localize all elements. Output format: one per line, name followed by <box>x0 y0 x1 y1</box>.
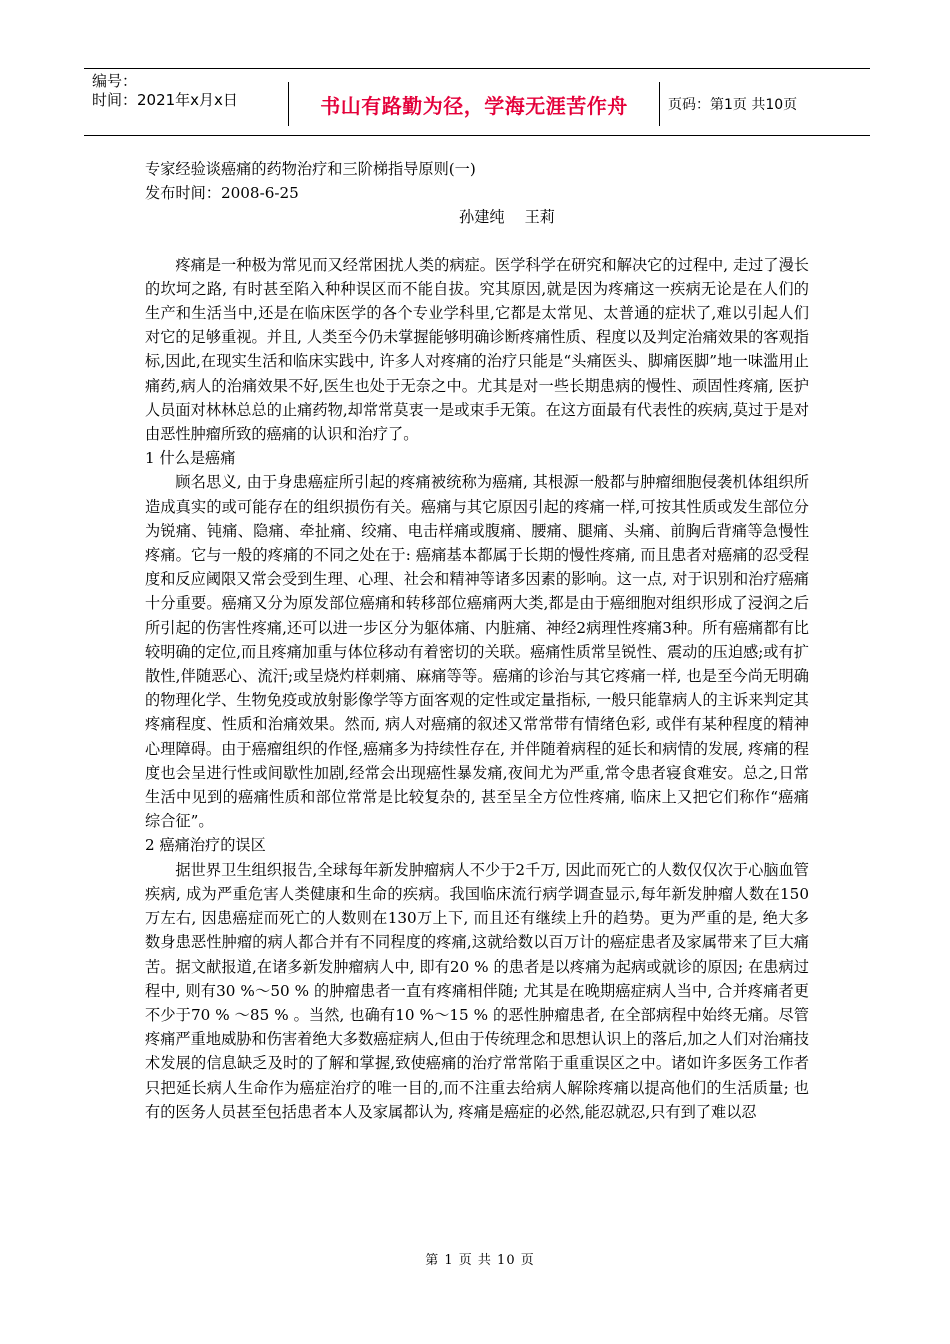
paragraph-intro: 疼痛是一种极为常见而又经常困扰人类的病症。医学科学在研究和解决它的过程中, 走过了漫长的坎坷之路, 有时甚至陷入种种误区而不能自拔。究其原因,就是因为疼痛这一疾病无论是在人们的生产和生活当中,还是在临床医学的各个专业学科里,它都是太常见、太普通的症状了,难以引起人们对它的足够重视。并且, 人类至今仍未掌握能够明确诊断疼痛性质、程度以及判定治痛效果的客观指标,因此,在现实生活和临床实践中, 许多人对疼痛的治疗只能是“头痛医头、脚痛医脚”地一味滥用止痛药,病人的治痛效果不好,医生也处于无奈之中。尤其是对一些长期患病的慢性、顽固性疼痛, 医护人员面对林林总总的止痛药物,却常常莫衷一是或束手无策。在这方面最有代表性的疾病,莫过于是对由恶性肿瘤所致的癌痛的认识和治疗了。 <box>145 255 809 444</box>
page-header <box>84 68 870 136</box>
header-time-label: 时间：2021年x月x日 <box>92 91 238 109</box>
page-footer: 第 1 页 共 10 页 <box>425 1253 535 1268</box>
paragraph-section-1: 顾名思义, 由于身患癌症所引起的疼痛被统称为癌痛, 其根源一般都与肿瘤细胞侵袭机体组织所造成真实的或可能存在的组织损伤有关。癌痛与其它原因引起的疼痛一样,可按其性质或发生部位分为锐痛、钝痛、隐痛、牵扯痛、绞痛、电击样痛或腹痛、腰痛、腿痛、头痛、前胸后背痛等急慢性疼痛。它与一般的疼痛的不同之处在于: 癌痛基本都属于长期的慢性疼痛, 而且患者对癌痛的忍受程度和反应阈限又常会受到生理、心理、社会和精神等诸多因素的影响。这一点, 对于识别和治疗癌痛十分重要。癌痛又分为原发部位癌痛和转移部位癌痛两大类,都是由于癌细胞对组织形成了浸润之后所引起的伤害性疼痛,还可以进一步区分为躯体痛、内脏痛、神经2病理性疼痛3种。所有癌痛都有比较明确的定位,而且疼痛加重与体位移动有着密切的关联。癌痛性质常呈锐性、震动的压迫感;或有扩散性,伴随恶心、流汗;或呈烧灼样刺痛、麻痛等等。癌痛的诊治与其它疼痛一样, 也是至今尚无明确的物理化学、生物免疫或放射影像学等方面客观的定性或定量指标, 一般只能靠病人的主诉来判定其疼痛程度、性质和治痛效果。然而, 病人对癌痛的叙述又常常带有情绪色彩, 或伴有某种程度的精神心理障碍。由于癌瘤组织的作怪,癌痛多为持续性存在, 并伴随着病程的延长和病情的发展, 疼痛的程度也会呈进行性或间歇性加剧,经常会出现癌性暴发痛,夜间尤为严重,常令患者寝食难安。总之,日常生活中见到的癌痛性质和部位常常是比较复杂的, 甚至呈全方位性疼痛, 临床上又把它们称作“癌痛综合征”。 <box>145 473 809 831</box>
article-authors: 孙建纯 王莉 <box>459 208 555 227</box>
header-meta <box>92 72 238 110</box>
header-motto: 书山有路勤为径，学海无涯苦作舟 <box>288 82 660 126</box>
header-number-label: 编号： <box>92 72 138 90</box>
paragraph-section-2: 据世界卫生组织报告,全球每年新发肿瘤病人不少于2千万, 因此而死亡的人数仅仅次于心脑血管疾病, 成为严重危害人类健康和生命的疾病。我国临床流行病学调查显示,每年新发肿瘤人数在150万左右, 因患癌症而死亡的人数则在130万上下, 而且还有继续上升的趋势。更为严重的是, 绝大多数身患恶性肿瘤的病人都合并有不同程度的疼痛,这就给数以百万计的癌症患者及家属带来了巨大痛苦。据文献报道,在诸多新发肿瘤病人中, 即有20 % 的患者是以疼痛为起病或就诊的原因; 在患病过程中, 则有30 %～50 % 的肿瘤患者一直有疼痛相伴随; 尤其是在晚期癌症病人当中, 合并疼痛者更不少于70 % ～85 % 。当然, 也确有10 %～15 % 的恶性肿瘤患者, 在全部病程中始终无痛。尽管疼痛严重地威胁和伤害着绝大多数癌症病人,但由于传统理念和思想认识上的落后,加之人们对治痛技术发展的信息缺乏及时的了解和掌握,致使癌痛的治疗常常陷于重重误区之中。诸如许多医务工作者只把延长病人生命作为癌症治疗的唯一目的,而不注重去给病人解除疼痛以提高他们的生活质量; 也有的医务人员甚至包括患者本人及家属都认为, 疼痛是癌症的必然,能忍就忍,只有到了难以忍 <box>145 860 809 1121</box>
section-heading-what-is-cancer-pain: 1 什么是癌痛 <box>145 449 236 468</box>
document-body <box>145 157 809 1124</box>
header-bottom-rule <box>84 135 870 136</box>
publish-date: 发布时间：2008-6-25 <box>145 184 299 203</box>
article-title: 专家经验谈癌痛的药物治疗和三阶梯指导原则(一) <box>145 160 476 178</box>
section-heading-treatment-misconceptions: 2 癌痛治疗的误区 <box>145 836 266 855</box>
header-page-info: 页码：第1页 共10页 <box>668 97 798 113</box>
header-top-rule <box>84 68 870 69</box>
